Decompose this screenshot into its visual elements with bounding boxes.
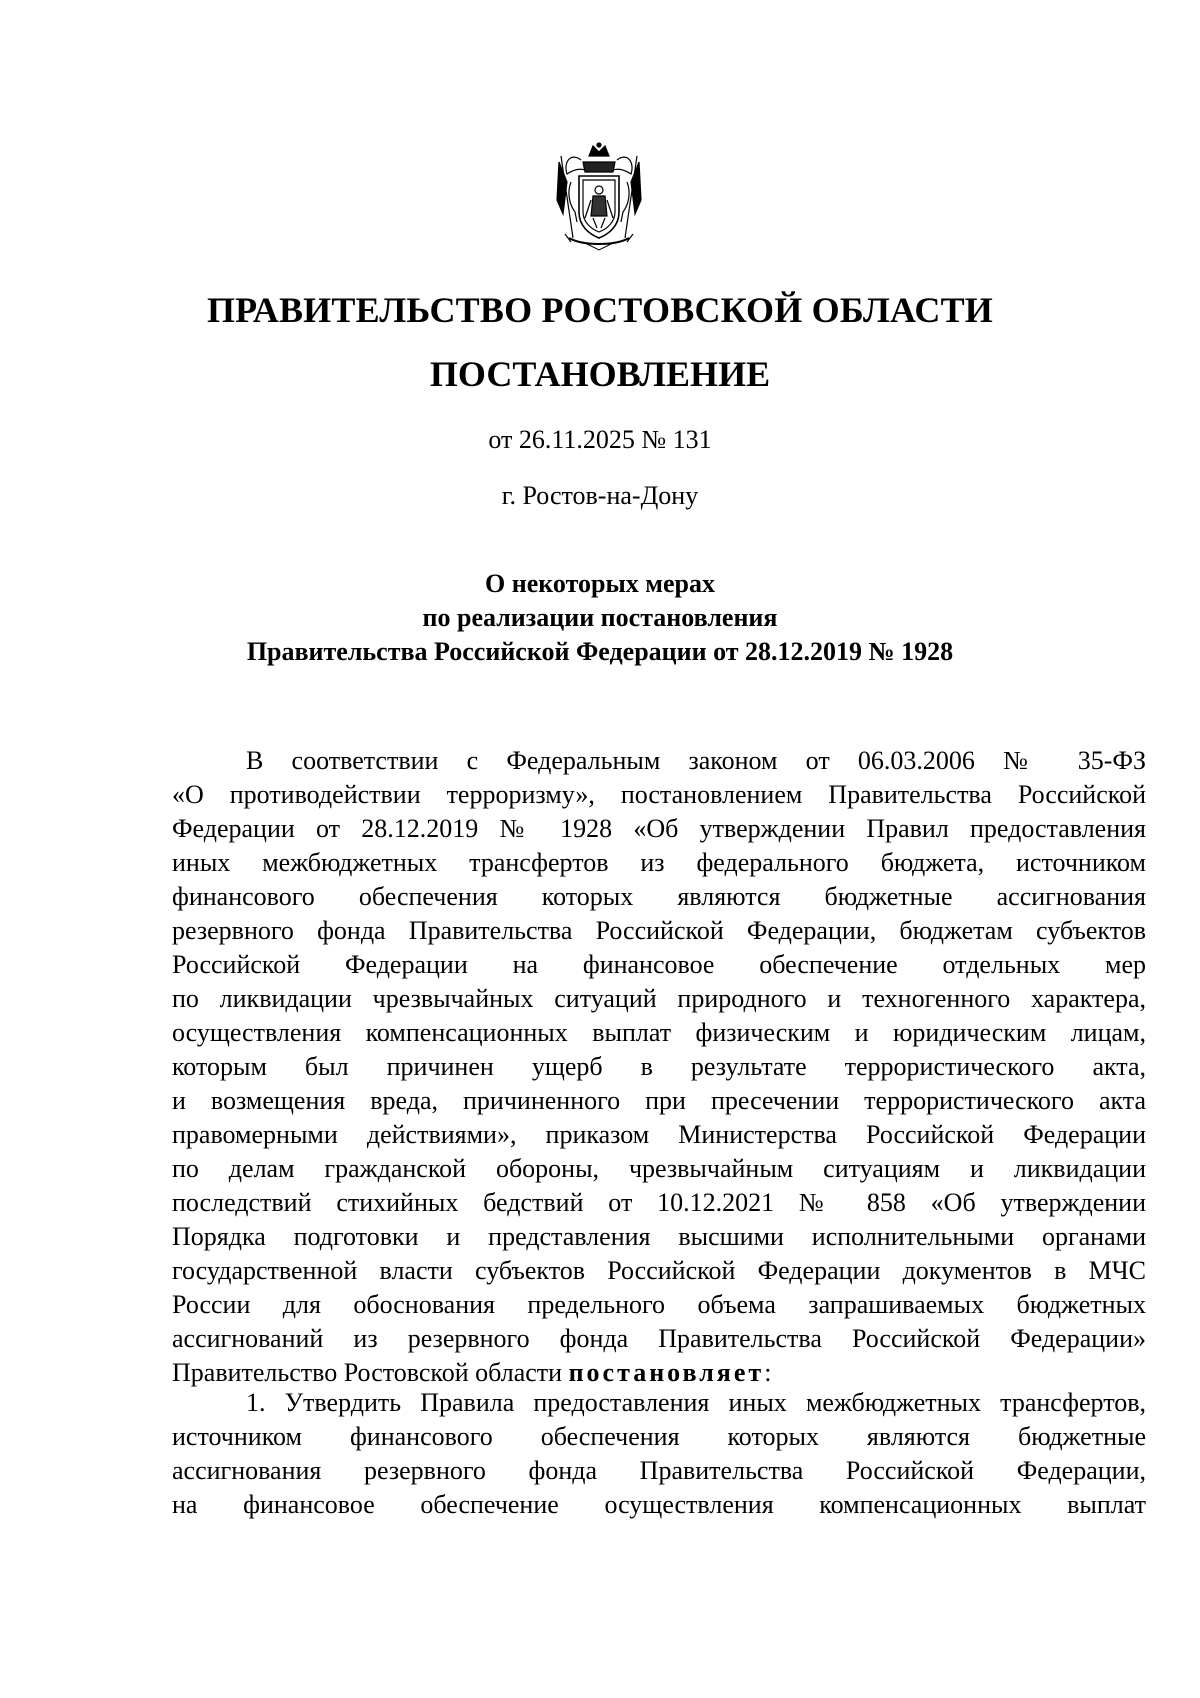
text-line: государственной власти субъектов Российской Федерации документов в МЧС — [172, 1256, 1146, 1285]
paragraph-item-1 — [172, 1386, 1146, 1522]
text-line: ассигнования резервного фонда Правительства Российской Федерации, — [172, 1456, 1146, 1485]
paragraph-preamble — [172, 744, 1146, 1390]
text-line: финансового обеспечения которых являются бюджетные ассигнования — [172, 882, 1146, 911]
document-type: ПОСТАНОВЛЕНИЕ — [429, 354, 771, 394]
text-line: осуществления компенсационных выплат физическим и юридическим лицам, — [172, 1018, 1146, 1047]
government-title: ПРАВИТЕЛЬСТВО РОСТОВСКОЙ ОБЛАСТИ — [206, 290, 994, 330]
rostov-oblast-coat-of-arms-icon — [553, 142, 645, 254]
text-line: правомерными действиями», приказом Министерства Российской Федерации — [172, 1120, 1146, 1149]
text-line: которым был причинен ущерб в результате террористического акта, — [172, 1052, 1146, 1081]
text-line: 1. Утвердить Правила предоставления иных межбюджетных трансфертов, — [246, 1388, 1146, 1417]
text-line: В соответствии с Федеральным законом от 06.03.2006 № 35-ФЗ — [246, 746, 1146, 775]
text-line: Порядка подготовки и представления высшими исполнительными органами — [172, 1222, 1146, 1251]
text-line: резервного фонда Правительства Российской Федерации, бюджетам субъектов — [172, 916, 1146, 945]
document-subject — [0, 567, 1200, 669]
text-line: России для обоснования предельного объема запрашиваемых бюджетных — [172, 1290, 1146, 1319]
text-line: по ликвидации чрезвычайных ситуаций природного и техногенного характера, — [172, 984, 1146, 1013]
subject-line: Правительства Российской Федерации от 28.12.2019 № 1928 — [246, 637, 954, 666]
text-line: Российской Федерации на финансовое обеспечение отдельных мер — [172, 950, 1146, 979]
decision-prefix: Правительство Ростовской области — [172, 1358, 569, 1387]
text-line: Федерации от 28.12.2019 № 1928 «Об утверждении Правил предоставления — [172, 814, 1146, 843]
decision-suffix: : — [764, 1358, 772, 1387]
document-date-number: от 26.11.2025 № 131 — [488, 425, 712, 454]
subject-line: О некоторых мерах — [485, 569, 715, 598]
text-line: по делам гражданской обороны, чрезвычайным ситуациям и ликвидации — [172, 1154, 1146, 1183]
text-line: источником финансового обеспечения которых являются бюджетные — [172, 1422, 1146, 1451]
text-line: последствий стихийных бедствий от 10.12.2021 № 858 «Об утверждении — [172, 1188, 1146, 1217]
text-line: и возмещения вреда, причиненного при пресечении террористического акта — [172, 1086, 1146, 1115]
subject-line: по реализации постановления — [422, 603, 778, 632]
text-line: на финансовое обеспечение осуществления компенсационных выплат — [172, 1490, 1146, 1519]
text-line-decision — [172, 1356, 1146, 1390]
text-line: иных межбюджетных трансфертов из федерального бюджета, источником — [172, 848, 1146, 877]
decision-keyword: постановляет — [568, 1358, 765, 1387]
text-line: «О противодействии терроризму», постановлением Правительства Российской — [172, 780, 1146, 809]
document-city: г. Ростов-на-Дону — [501, 481, 699, 510]
text-line: ассигнований из резервного фонда Правительства Российской Федерации» — [172, 1324, 1146, 1353]
